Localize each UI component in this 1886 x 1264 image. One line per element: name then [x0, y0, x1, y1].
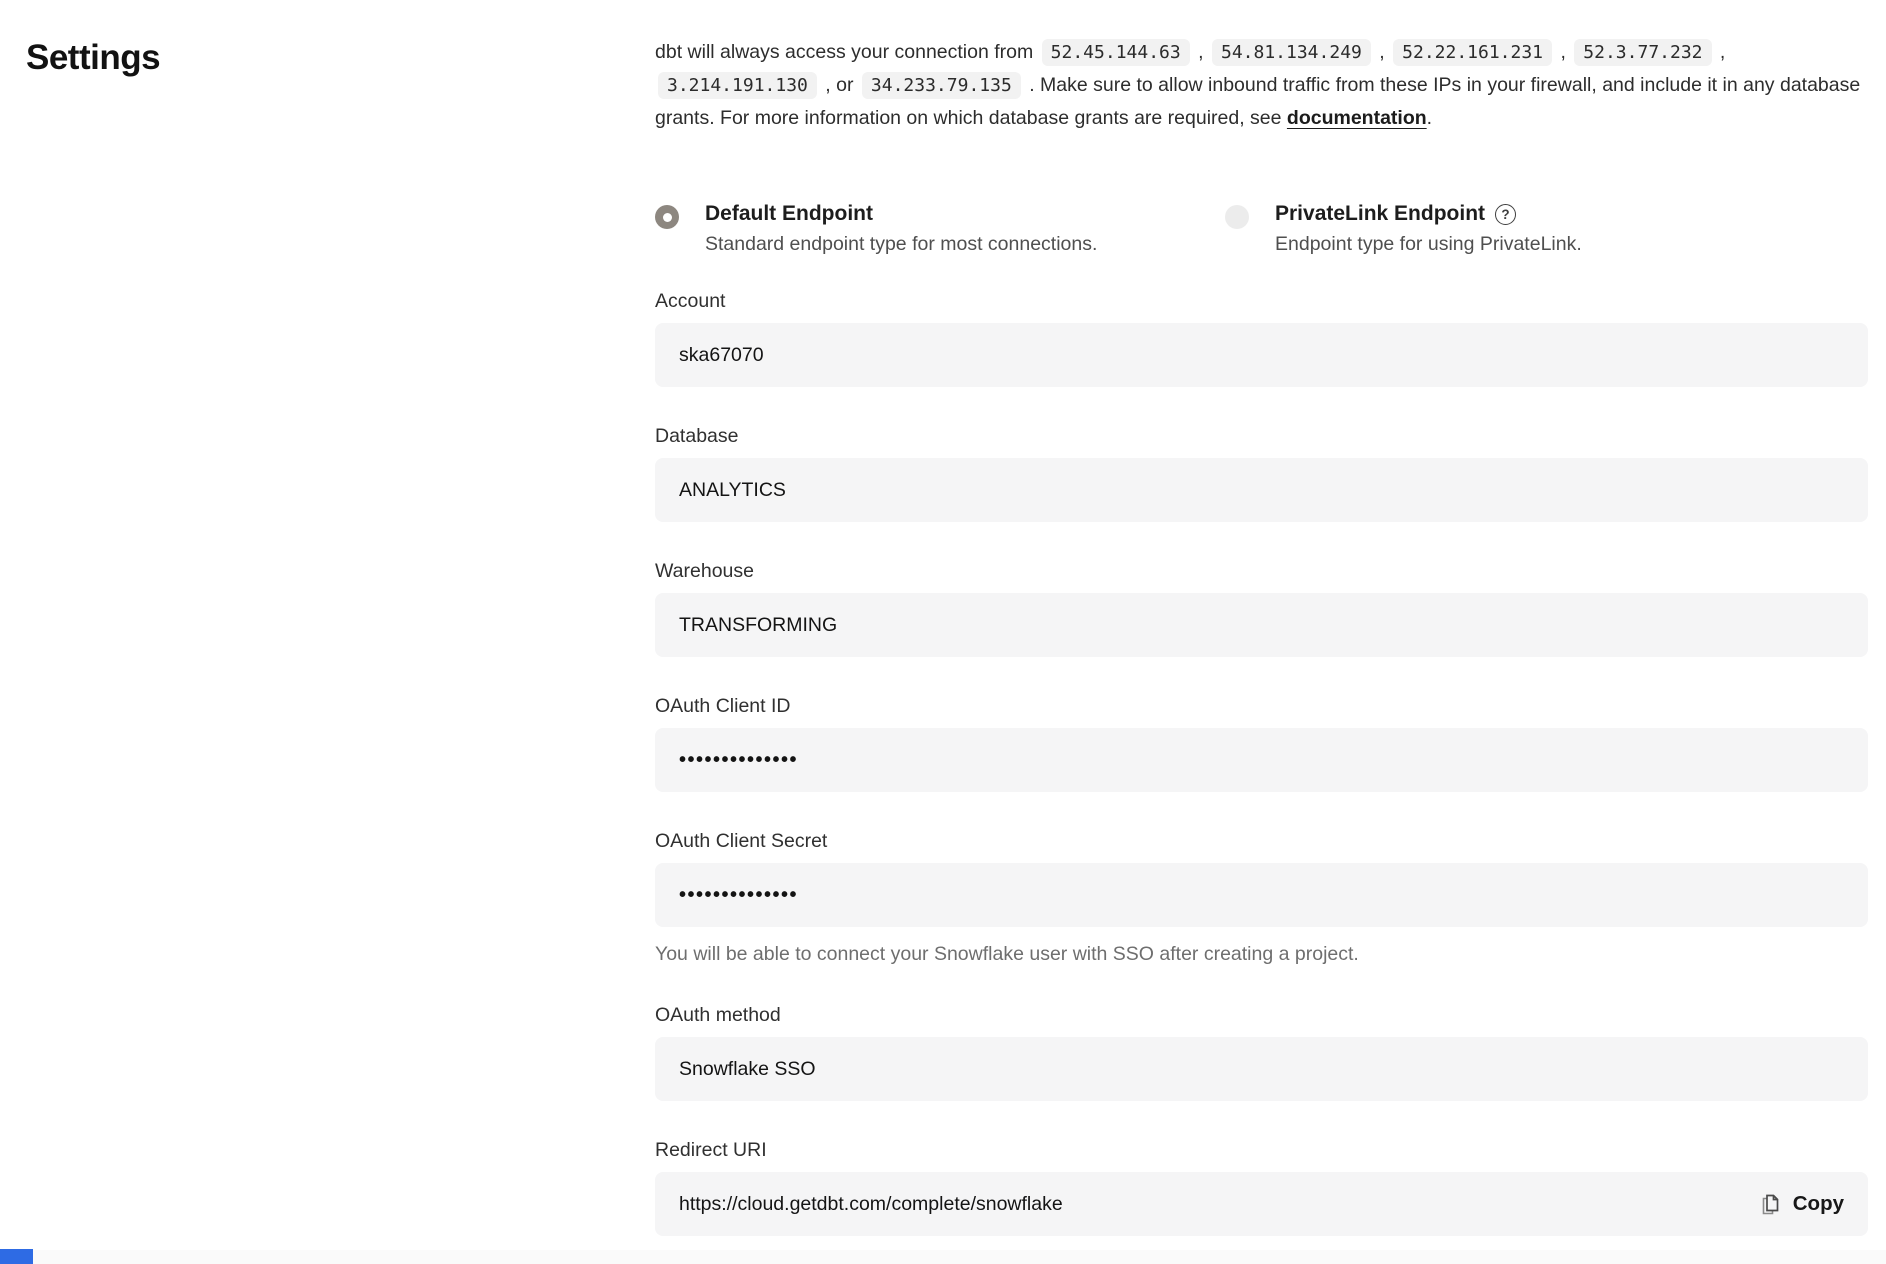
ip-allowlist-paragraph: [655, 36, 1868, 134]
connection-form: [655, 290, 1868, 1236]
database-field-group: [655, 425, 1868, 522]
oauth-client-secret-label: OAuth Client Secret: [655, 830, 828, 852]
separator: ,: [1555, 41, 1572, 63]
default-endpoint-radio[interactable]: [655, 205, 679, 229]
separator: ,: [1192, 41, 1209, 63]
oauth-client-secret-input[interactable]: [655, 863, 1868, 927]
copy-icon: [1759, 1192, 1782, 1217]
separator: ,: [1714, 41, 1726, 63]
info-text: . Make sure to allow inbound traffic from these IPs in your firewall, and include it in any database grants. For more information on which database grants are required, see: [655, 74, 1861, 129]
privatelink-endpoint-radio[interactable]: [1225, 205, 1249, 229]
account-field-group: [655, 290, 1868, 387]
connection-settings-panel: [655, 36, 1868, 1264]
documentation-link[interactable]: documentation: [1286, 107, 1427, 129]
redirect-uri-label: Redirect URI: [655, 1139, 767, 1161]
page-title: Settings: [26, 38, 161, 77]
ip-pill: 34.233.79.135: [862, 72, 1021, 99]
privatelink-endpoint-option[interactable]: [1225, 202, 1582, 256]
oauth-client-id-input[interactable]: [655, 728, 1868, 792]
redirect-uri-value: https://cloud.getdbt.com/complete/snowflake: [679, 1192, 1063, 1215]
oauth-client-id-field-group: [655, 695, 1868, 792]
default-endpoint-option[interactable]: [655, 202, 1225, 256]
separator: , or: [819, 74, 859, 96]
database-label: Database: [655, 425, 739, 447]
copy-button[interactable]: [1759, 1192, 1844, 1217]
endpoint-type-selector: [655, 202, 1868, 256]
default-endpoint-description: Standard endpoint type for most connections.: [705, 233, 1098, 255]
ip-pill: 52.3.77.232: [1574, 39, 1711, 66]
database-input[interactable]: [655, 458, 1868, 522]
redirect-uri-field: [655, 1172, 1868, 1236]
sso-helper-text: You will be able to connect your Snowflake user with SSO after creating a project.: [655, 943, 1359, 965]
oauth-client-secret-field-group: [655, 830, 1868, 966]
privatelink-endpoint-label: [1275, 202, 1582, 226]
default-endpoint-label-text: Default Endpoint: [705, 202, 873, 225]
info-text: dbt will always access your connection from: [655, 41, 1039, 63]
ip-pill: 54.81.134.249: [1212, 39, 1371, 66]
info-text: .: [1426, 107, 1433, 129]
ip-pill: 52.22.161.231: [1393, 39, 1552, 66]
oauth-client-id-label: OAuth Client ID: [655, 695, 791, 717]
ip-pill: 3.214.191.130: [658, 72, 817, 99]
copy-button-label: Copy: [1792, 1192, 1844, 1215]
oauth-method-field-group: [655, 1004, 1868, 1101]
warehouse-field-group: [655, 560, 1868, 657]
redirect-uri-field-group: [655, 1139, 1868, 1236]
oauth-method-label: OAuth method: [655, 1004, 781, 1026]
ip-pill: 52.45.144.63: [1042, 39, 1190, 66]
separator: ,: [1373, 41, 1391, 63]
warehouse-label: Warehouse: [655, 560, 754, 582]
warehouse-input[interactable]: [655, 593, 1868, 657]
account-input[interactable]: [655, 323, 1868, 387]
privatelink-endpoint-description: Endpoint type for using PrivateLink.: [1275, 233, 1582, 255]
footer-strip: [0, 1250, 1886, 1264]
privatelink-endpoint-label-text: PrivateLink Endpoint: [1275, 202, 1486, 225]
chat-beacon[interactable]: [0, 1249, 33, 1264]
oauth-method-input[interactable]: [655, 1037, 1868, 1101]
default-endpoint-label: [705, 202, 1097, 226]
account-label: Account: [655, 290, 726, 312]
help-icon[interactable]: ?: [1495, 204, 1516, 225]
